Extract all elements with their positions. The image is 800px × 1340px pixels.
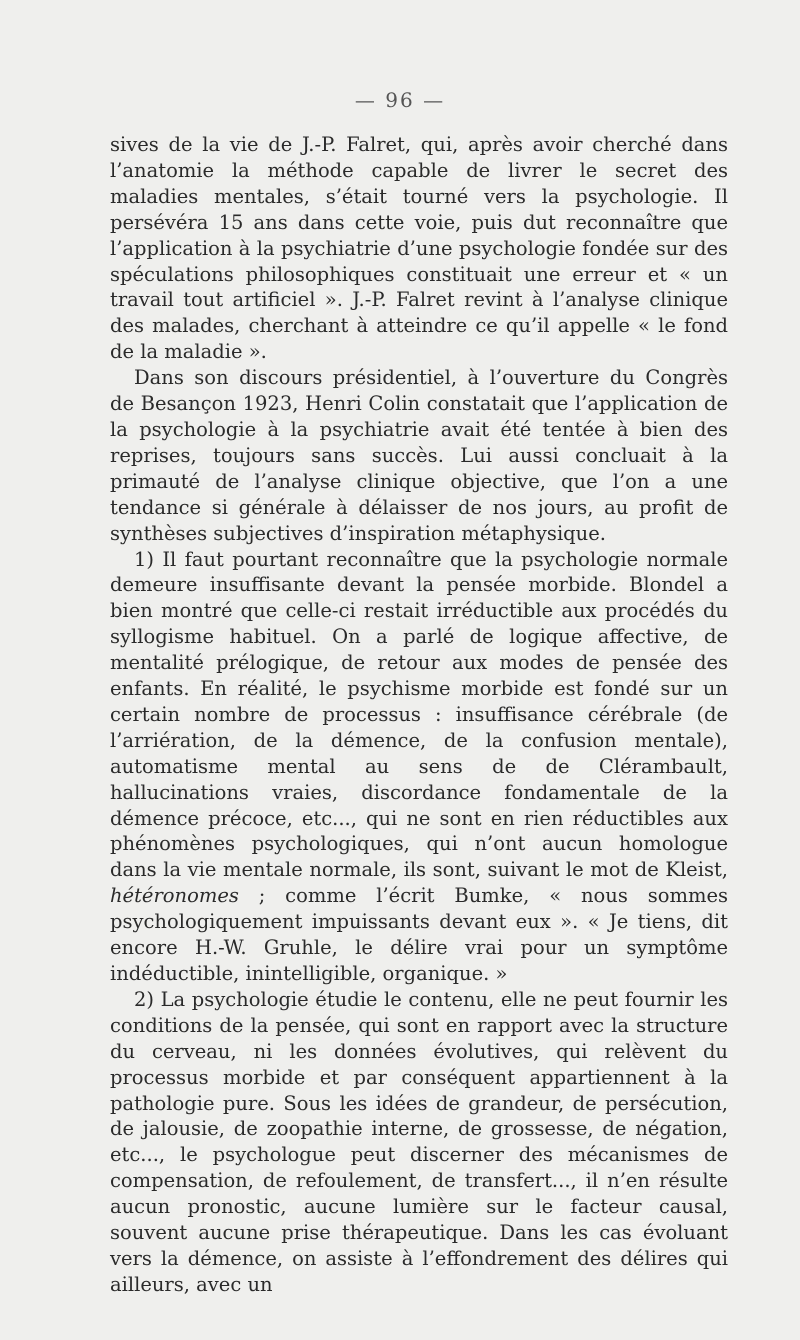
paragraph-text: 2) La psychologie étudie le contenu, elle ne peut fournir les conditions de la pensée, qui sont en rapport avec la structure du cerveau, ni les données évolutives, qui relèvent du processus morbide et par conséquent appartiennent à la pathologie pure. Sous les idées de grandeur, de persécution, de jalousie, de zoopathie interne, de grossesse, de négation, etc..., le psychologue peut discerner des mécanismes de compensation, de refoulement, de transfert..., il n’en résulte aucun pronostic, aucune lumière sur le facteur causal, souvent aucune prise thérapeutique. Dans les cas évoluant vers la démence, on assiste à l’effondrement des délires qui ailleurs, avec un: [110, 987, 728, 1296]
page-number: — 96 —: [354, 88, 446, 112]
paragraph-text: Dans son discours présidentiel, à l’ouverture du Congrès de Besançon 1923, Henri Colin constatait que l’application de la psychologie à la psychiatrie avait été tentée à bien des reprises, toujours sans succès. Lui aussi concluait à la primauté de l’analyse clinique objective, que l’on a une tendance si générale à délaisser de nos jours, au profit de synthèses subjectives d’inspiration métaphysique.: [110, 366, 728, 545]
italic-term: hétéronomes: [110, 884, 239, 908]
paragraph-text: sives de la vie de J.-P. Falret, qui, après avoir cherché dans l’anatomie la méthode capable de livrer le secret des maladies mentales, s’était tourné vers la psychologie. Il persévéra 15 ans dans cette voie, puis dut reconnaître que l’application à la psychiatrie d’une psychologie fondée sur des spéculations philosophiques constituait une erreur et « un travail tout artificiel ». J.-P. Falret revint à l’analyse clinique des malades, cherchant à atteindre ce qu’il appelle « le fond de la maladie ».: [110, 133, 728, 364]
paragraph-colin: [110, 365, 728, 546]
paragraph-point-2: [110, 987, 728, 1298]
body-text: [110, 132, 728, 1298]
paragraph-text: ; comme l’écrit Bumke, « nous sommes psychologiquement impuissants devant eux ». « Je tiens, dit encore H.-W. Gruhle, le délire vrai pour un symptôme indéductible, inintelligible, organique. »: [110, 884, 728, 985]
paragraph-point-1: [110, 547, 728, 987]
paragraph-falret: [110, 132, 728, 365]
paragraph-text: 1) Il faut pourtant reconnaître que la psychologie normale demeure insuffisante devant la pensée morbide. Blondel a bien montré que celle-ci restait irréductible aux procédés du syllogisme habituel. On a parlé de logique affective, de mentalité prélogique, de retour aux modes de pensée des enfants. En réalité, le psychisme morbide est fondé sur un certain nombre de processus : insuffisance cérébrale (de l’arriération, de la démence, de la confusion mentale), automatisme mental au sens de de Clérambault, hallucinations vraies, discordance fondamentale de la démence précoce, etc..., qui ne sont en rien réductibles aux phénomènes psychologiques, qui n’ont aucun homologue dans la vie mentale normale, ils sont, suivant le mot de Kleist,: [110, 547, 728, 882]
